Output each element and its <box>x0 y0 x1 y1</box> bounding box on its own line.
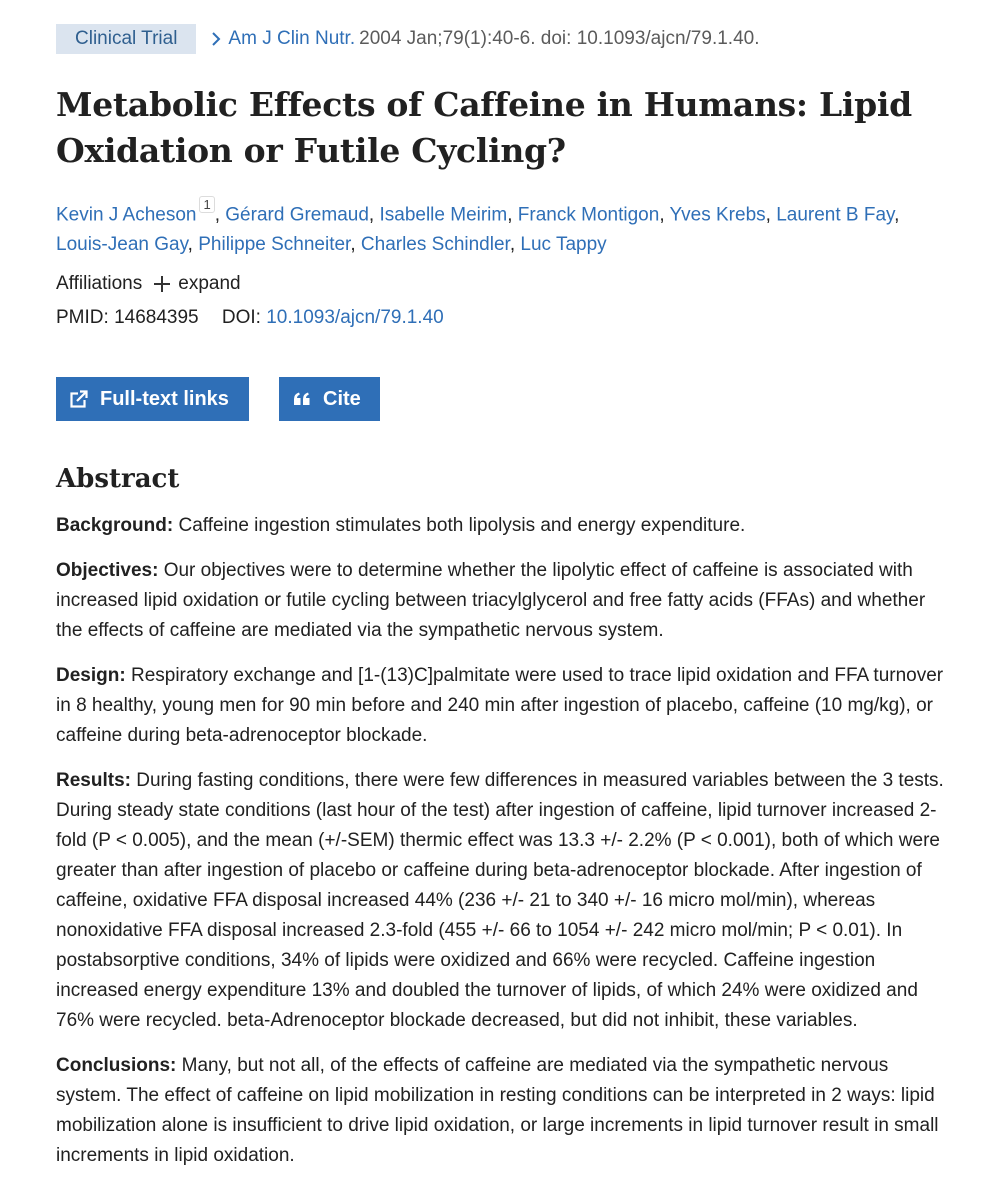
author-link[interactable]: Gérard Gremaud <box>225 204 369 226</box>
quote-icon <box>293 391 311 407</box>
author-link[interactable]: Laurent B Fay <box>776 204 895 226</box>
author-link[interactable]: Philippe Schneiter <box>198 234 351 256</box>
author-list: Kevin J Acheson $^1$ , Gérard Gremaud, Isabelle Meirim, Franck Montigon, Yves Krebs, Laurent B Fay, Louis-Jean Gay, Philippe Schneiter, Charles Schindler, Luc Tappy <box>56 197 900 256</box>
section-label: Conclusions: <box>56 1055 177 1076</box>
pmid-value: 14684395 <box>114 307 199 328</box>
affiliations-toggle[interactable] <box>56 270 241 298</box>
section-label: Design: <box>56 665 126 686</box>
identifiers <box>56 304 444 332</box>
author-link[interactable]: Franck Montigon <box>517 204 660 226</box>
abstract-section-results <box>56 766 956 1036</box>
affiliations-label: Affiliations <box>56 273 143 294</box>
author-link[interactable]: Isabelle Meirim <box>379 204 508 226</box>
abstract-body <box>56 511 956 1186</box>
section-text: Caffeine ingestion stimulates both lipolysis and energy expenditure. <box>173 515 746 536</box>
doi-label: DOI: <box>221 307 261 328</box>
plus-icon <box>154 276 170 292</box>
author-link[interactable]: Yves Krebs <box>669 204 766 226</box>
abstract-section-conclusions <box>56 1051 956 1171</box>
chevron-right-icon <box>210 30 222 48</box>
abstract-heading: Abstract <box>56 464 180 494</box>
section-label: Objectives: <box>56 560 159 581</box>
full-text-links-label: Full-text links <box>100 387 229 410</box>
full-text-links-button[interactable] <box>56 377 249 421</box>
cite-button[interactable] <box>279 377 380 421</box>
article-title: Metabolic Effects of Caffeine in Humans: Lipid Oxidation or Futile Cycling? <box>56 85 912 170</box>
publication-type-badge: Clinical Trial <box>56 24 196 54</box>
expand-label: expand <box>178 273 241 294</box>
citation-text: 2004 Jan;79(1):40-6. doi: 10.1093/ajcn/79.1.40. <box>359 28 760 49</box>
affiliation-number[interactable]: 1 <box>199 196 214 213</box>
abstract-section-design <box>56 661 956 751</box>
external-link-icon <box>70 390 88 408</box>
section-text: During fasting conditions, there were few differences in measured variables between the 3 tests. During steady state conditions (last hour of the test) after ingestion of caffeine, lipid turnover increased 2-fold (P < 0.005), and the mean (+/-SEM) thermic effect was 13.3 +/- 2.2% (P < 0.001), both of which were greater than after ingestion of placebo or caffeine during beta-adrenoceptor blockade. After ingestion of caffeine, oxidative FFA disposal increased 44% (236 +/- 21 to 340 +/- 16 micro mol/min), whereas nonoxidative FFA disposal increased 2.3-fold (455 +/- 66 to 1054 +/- 242 micro mol/min; P < 0.01). In postabsorptive conditions, 34% of lipids were oxidized and 66% were recycled. Caffeine ingestion increased energy expenditure 13% and doubled the turnover of lipids, of which 24% were oxidized and 76% were recycled. beta-Adrenoceptor blockade decreased, but did not inhibit, these variables. <box>56 770 944 1031</box>
section-label: Background: <box>56 515 174 536</box>
cite-label: Cite <box>323 387 361 410</box>
author-link[interactable]: Kevin J Acheson <box>56 204 197 226</box>
journal-link[interactable]: Am J Clin Nutr. <box>228 28 356 49</box>
abstract-section-objectives <box>56 556 956 646</box>
section-text: Many, but not all, of the effects of caffeine are mediated via the sympathetic nervous system. The effect of caffeine on lipid mobilization in resting conditions can be interpreted in 2 ways: lipid mobilization alone is insufficient to drive lipid oxidation, or large increments in lipid turnover result in small increments in lipid oxidation. <box>56 1055 939 1166</box>
pmid-label: PMID: <box>56 307 109 328</box>
author-link[interactable]: Louis-Jean Gay <box>56 234 188 256</box>
section-text: Respiratory exchange and [1-(13)C]palmitate were used to trace lipid oxidation and FFA turnover in 8 healthy, young men for 90 min before and 240 min after ingestion of placebo, caffeine (10 mg/kg), or caffeine during beta-adrenoceptor blockade. <box>56 665 944 746</box>
author-link[interactable]: Charles Schindler <box>360 234 510 256</box>
section-label: Results: <box>56 770 131 791</box>
abstract-section-background <box>56 511 956 541</box>
article-meta-row <box>56 24 759 54</box>
author-link[interactable]: Luc Tappy <box>520 234 607 256</box>
section-text: Our objectives were to determine whether the lipolytic effect of caffeine is associated with increased lipid oxidation or futile cycling between triacylglycerol and free fatty acids (FFAs) and whether the effects of caffeine are mediated via the sympathetic nervous system. <box>56 560 926 641</box>
doi-link[interactable]: 10.1093/ajcn/79.1.40 <box>266 307 444 328</box>
